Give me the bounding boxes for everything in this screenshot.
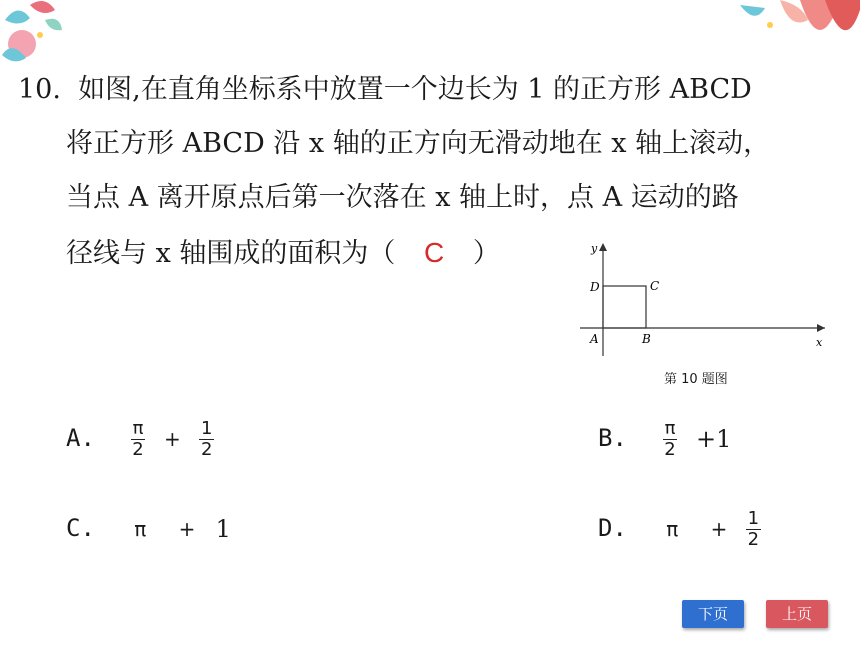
option-a-label: A. xyxy=(66,424,95,452)
option-a-frac-2 xyxy=(199,419,214,460)
label-b: B xyxy=(642,332,651,346)
frac-den: 2 xyxy=(664,438,676,460)
option-d-op: + xyxy=(710,517,728,541)
question-number: 10. xyxy=(18,74,61,105)
option-a-frac-1 xyxy=(130,419,145,460)
question-text-1: 如图,在直角坐标系中放置一个边长为 1 的正方形 ABCD xyxy=(78,74,752,105)
answer-choice: C xyxy=(424,237,445,268)
frac-num: π xyxy=(132,417,144,439)
floral-decoration-right xyxy=(730,0,860,70)
option-c-one: 1 xyxy=(215,515,231,543)
option-d-label: D. xyxy=(598,514,627,542)
question-paren-close: ） xyxy=(472,238,500,269)
option-c-pi: π xyxy=(134,517,147,541)
x-axis-arrow xyxy=(817,324,825,332)
next-page-button[interactable]: 下页 xyxy=(682,600,744,628)
option-c-op: + xyxy=(178,517,196,541)
label-y: y xyxy=(591,242,598,255)
option-d-frac xyxy=(746,509,761,550)
label-c: C xyxy=(650,279,660,293)
question-text-2: 将正方形 ABCD 沿 x 轴的正方向无滑动地在 x 轴上滚动， xyxy=(66,128,771,159)
y-axis-arrow xyxy=(599,243,607,251)
option-d-pi: π xyxy=(666,517,679,541)
option-c-label: C. xyxy=(66,514,95,542)
option-b xyxy=(598,418,737,460)
frac-den: 2 xyxy=(132,438,144,460)
floral-decoration-left xyxy=(0,0,80,80)
option-b-frac-1 xyxy=(662,419,677,460)
option-a xyxy=(66,418,218,460)
frac-num: 1 xyxy=(747,507,760,529)
figure-caption: 第 10 题图 xyxy=(664,372,728,387)
frac-num: 1 xyxy=(201,417,213,439)
question-line-1 xyxy=(18,72,752,108)
label-d: D xyxy=(590,280,600,294)
option-d xyxy=(598,508,765,550)
question-line-4 xyxy=(66,235,500,272)
frac-den: 2 xyxy=(747,528,760,550)
previous-page-button[interactable]: 上页 xyxy=(766,600,828,628)
option-b-label: B. xyxy=(598,424,627,452)
option-c xyxy=(66,508,237,549)
option-b-rest: +1 xyxy=(695,425,732,453)
question-text-3: 当点 A 离开原点后第一次落在 x 轴上时，点 A 运动的路 xyxy=(66,182,739,213)
question-text-4: 径线与 x 轴围成的面积为（ xyxy=(66,238,396,269)
label-x: x xyxy=(816,336,823,349)
frac-den: 2 xyxy=(201,438,213,460)
label-a: A xyxy=(590,332,599,346)
option-a-op: + xyxy=(163,427,181,451)
frac-num: π xyxy=(664,417,676,439)
coordinate-figure xyxy=(570,238,830,388)
square-abcd xyxy=(603,286,646,328)
